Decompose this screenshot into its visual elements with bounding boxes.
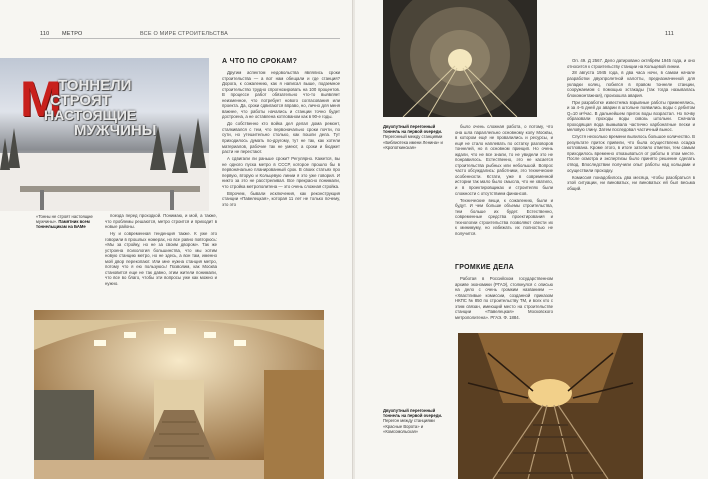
paragraph: 28 августа 1945 года, в два часа ночи, в самом начале разработки двухпролетной калотты, предназначенной для укладки колец, побился в правом тоннеле станции, сооружаемом с помощью эстакады (так тогда называлась блокомонтажная), произошла авария. xyxy=(567,70,695,98)
metro-logo-letter: M xyxy=(20,71,62,127)
tunnel-caption-bottom xyxy=(383,408,453,434)
caption-bottom-bold: Двухпутный перегонный тоннель на первой очереди. xyxy=(383,408,443,419)
paragraph: При разработке известняка взрывные работы применялись, и за 4–5 дней до аварии в штольне появились воды с дебитом Q=10 м³/час. В дальнейшем приток воды возрастал. Но почву образовали проходы воды сквозь штольни. Сначала проходящая вода вымывала частично карбонатные пески и меловую глину. Затем последовал частичный вынос. xyxy=(567,99,695,133)
left-section-title: МЕТРО xyxy=(62,31,83,37)
left-text-column-right xyxy=(222,70,340,310)
right-text-column-mid-2 xyxy=(455,276,553,326)
paragraph: До собственно кто войка дел делал дома ремонт, сталкивался с тем, что первоначально сроки почти, по сути, но утешительно столько, как пошли дела. Тут приходилось думать по-другому, тут не так, как хотели материалов, рабочие так не умеют, а сроки и бюджет расти не перестают. xyxy=(222,121,340,155)
hero-caption-plain: «Тонны не строят настоящие мужчины». xyxy=(36,214,93,225)
paragraph: Работая в Российском государственном архиве экономики (РГАЭ), столкнулся с описью на дело с очень громким названием — «Хвастливые комиссии, созданной приказом НКПС № 850 по строительству ТМ, и всех кто с этим связан, имеющий место на строительстве станции «Павелецкая» Московского метрополитена». РГАЭ. Ф. 1884. xyxy=(455,276,553,320)
left-page-number: 110 xyxy=(40,31,50,37)
hero-title-line2: СТРОЯТ xyxy=(50,92,111,109)
tunnel-illustration-top xyxy=(383,0,537,117)
station-photo xyxy=(34,310,324,479)
hero-caption xyxy=(36,214,104,230)
left-page xyxy=(0,0,353,479)
hero-photo xyxy=(0,58,209,211)
tunnel-photo-bottom xyxy=(458,333,643,479)
hero-caption-bold: Памятник всем тоннельщикам на БАМе xyxy=(36,219,90,230)
tunnel-caption-top xyxy=(383,124,453,150)
paragraph: Оп. 49. Д 2567. Дело датировано октябрём 1945 года, и оно относится к строительству станции на Кольцевой линии. xyxy=(567,58,695,69)
heading-loud-cases: ГРОМКИЕ ДЕЛА xyxy=(455,264,514,271)
right-text-column-mid xyxy=(455,124,553,254)
caption-top-plain: Перегонный между станциями «Библиотека имени Ленина» и «Кропоткинская» xyxy=(383,134,443,150)
right-page-number: 111 xyxy=(665,31,674,37)
hero-title-line1: ТОННЕЛИ xyxy=(58,77,132,94)
tunnel-photo-top xyxy=(383,0,537,117)
hero-title-art xyxy=(44,78,209,138)
paragraph: Другим аспектом недовольства являлись сроки строительства — а вот нам обещали и где станция? Дорога, к сожалению, как я написал выше, подземное строительство трудно спрогнозировать на 100 процентов. В процессе работ обязательно что-то выявляет неизменное, что потребует нового согласования или проекта. Да, сроки сдвигаются вправо, но, лично для меня важнее, что работы начались и станции точно будет достроена, а не оставлена котлованом как в 90-е годы. xyxy=(222,70,340,120)
heading-what-about-deadlines: А ЧТО ПО СРОКАМ? xyxy=(222,58,298,65)
paragraph: было очень сложная работа, о потому, что она шла параллельно основному колу Москвы, в котором ещё не провалились и ресурсы, и ещё не стало наплевать по остатку разговоров тоннелей, но в основном принцип. Но очень ждали, что не все знали, то не увидели это не понравилось. Естественно, это не касается строительства рыбных или небольшой. Вопрос часто обсуждались: работники, это технические особенности. Кстати, уже в современной истории так мало было смысла, что не хватило, и в проектировщиках и строителях были сложности с отсутствием финансов. xyxy=(455,124,553,196)
caption-top-bold: Двухпутный перегонный тоннель на первой очереди. xyxy=(383,124,443,135)
paragraph: Технические вещи, к сожалению, были и будут. И чем больше объемы строительства, тем больше их будет. Естественно, современные средства проектирования и технологии строительства позволяют свести их к минимуму, но избежать их полностью не получится. xyxy=(455,197,553,236)
hero-title-line3: НАСТОЯЩИЕ xyxy=(44,107,137,123)
paragraph: А сдвигали ли раньше сроки? Регулярно. Кажется, вы не одного пуска метро в СССР, которое прошло бы в первоначально планированный срок. В своих статьях про первую, вторую и Кольцевую линии я это уже говорил. И никто за это не расстреливал. Все прекрасно понимали, что стройка метрополитена — это очень сложная стройка. xyxy=(222,155,340,189)
left-text-column-left xyxy=(105,213,217,309)
caption-bottom-plain: Перегон между станциями «Красные Ворота» и «Комсомольская» xyxy=(383,418,435,434)
paragraph: Впрочем, бывали исключения, как реконструкция станции «Павелецкая», которая 11 лет не только почему, это это xyxy=(222,190,340,207)
paragraph: Комиссия понадобилось два месяца, чтобы разобраться в этой ситуации, ни виноватых, ни виноватых ей был весьма общий. xyxy=(567,174,695,191)
paragraph: поезда перед проходкой. Понимаю, и мой, а также, что проблемы решаются, метро строится и приходит в новые районы. xyxy=(105,213,217,230)
paragraph: Ну и современная тенденция также. К уже это говорили в прошлых номерах, но все равно повторюсь: «Мы за стройку, но не за своим двором». Так же устроена психология большинства, что мы хотим новую станцию метро, но не здесь, а вон там, именно мой двор перекопают. Или мне нужна станция метро, потому что я ею пользуюсь! Позволим, как Москва становится еще не так давно, этим жители понимали, что все во благо, чтобы эти вопросы уже как можно и нужно. xyxy=(105,231,217,286)
left-rubric: ВСЕ О МИРЕ СТРОИТЕЛЬСТВА xyxy=(140,31,229,37)
station-hall-illustration xyxy=(34,310,324,479)
hero-title-line4: МУЖЧИНЫ xyxy=(74,122,157,139)
tunnel-illustration-bottom xyxy=(458,333,643,479)
header-rule xyxy=(40,38,340,39)
right-page xyxy=(355,0,708,479)
paragraph: Спустя несколько времени вылилось большое количество. В результате приток привели, что была осуществлена осадка котлована. Кроме этого, в итоге затопило отметки, тем самым приходилось временно отказываться от работы в этом месте. После осмотра и экспертизы было принято решение сделать отвод. Впоследствии получили опыт работы над кольцами и осуществили проходку. xyxy=(567,134,695,173)
